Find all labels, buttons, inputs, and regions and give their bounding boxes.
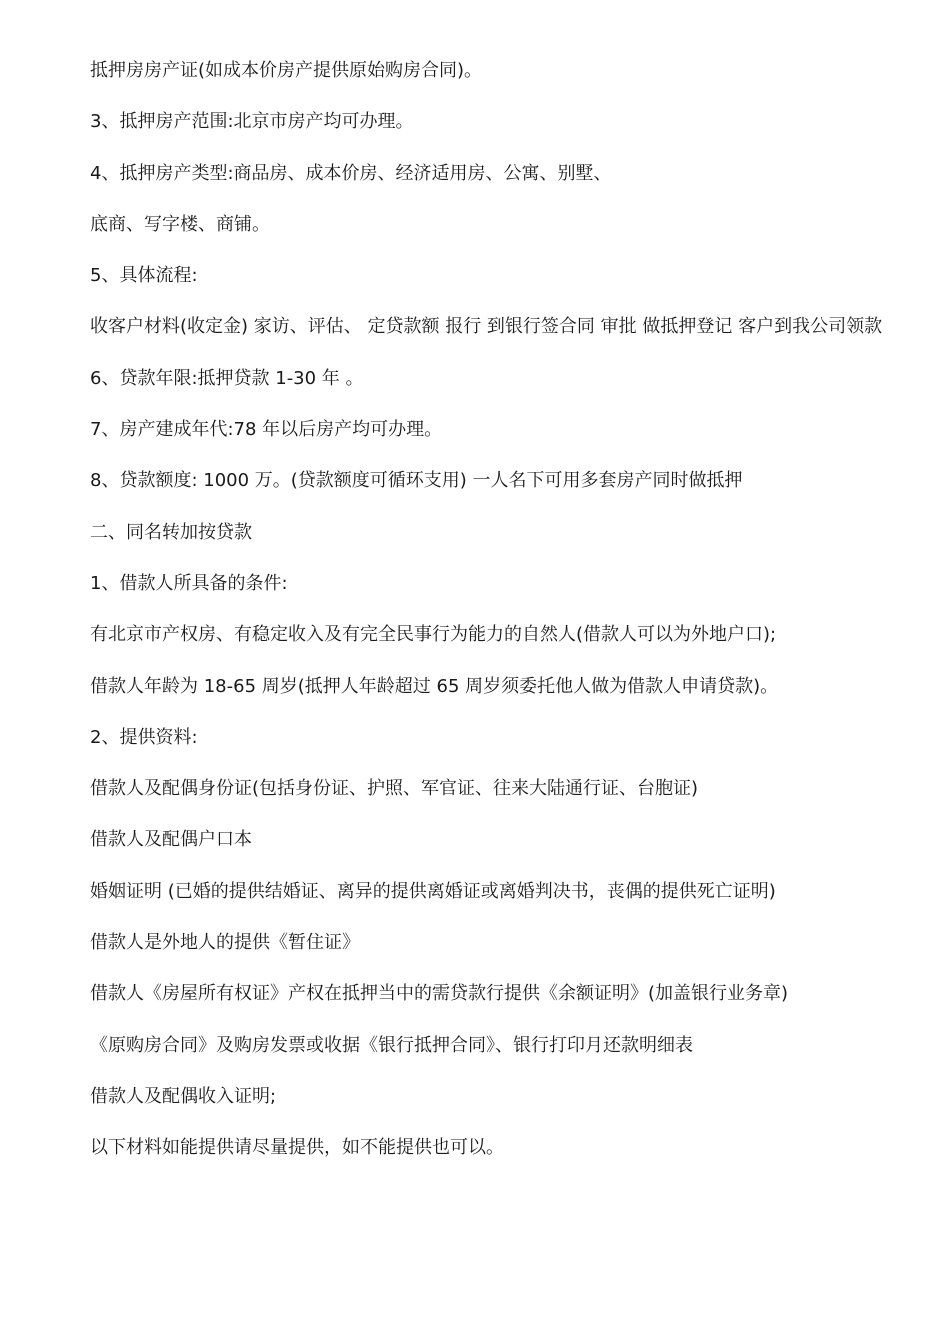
paragraph: 借款人及配偶户口本	[90, 829, 252, 851]
paragraph: 收客户材料(收定金) 家访、评估、 定贷款额 报行 到银行签合同 审批 做抵押登记 客户到我公司领款	[90, 316, 883, 338]
paragraph: 借款人年龄为 18-65 周岁(抵押人年龄超过 65 周岁须委托他人做为借款人申请贷款)。	[90, 675, 779, 697]
section-heading: 二、同名转加按贷款	[90, 521, 252, 543]
paragraph: 2、提供资料:	[90, 726, 198, 748]
paragraph: 借款人及配偶身份证(包括身份证、护照、军官证、往来大陆通行证、台胞证)	[90, 778, 699, 800]
paragraph: 《原购房合同》及购房发票或收据《银行抵押合同》、银行打印月还款明细表	[90, 1034, 693, 1056]
document-body	[53, 54, 898, 1183]
paragraph: 7、房产建成年代:78 年以后房产均可办理。	[90, 419, 443, 441]
paragraph: 6、贷款年限:抵押贷款 1-30 年 。	[90, 367, 364, 389]
paragraph: 3、抵押房产范围:北京市房产均可办理。	[90, 111, 414, 133]
paragraph: 8、贷款额度: 1000 万。(贷款额度可循环支用) 一人名下可用多套房产同时做抵押	[90, 470, 743, 492]
paragraph: 底商、写字楼、商铺。	[90, 213, 270, 235]
paragraph: 抵押房房产证(如成本价房产提供原始购房合同)。	[90, 60, 483, 81]
paragraph: 婚姻证明 (已婚的提供结婚证、离异的提供离婚证或离婚判决书，丧偶的提供死亡证明)	[90, 880, 776, 902]
paragraph: 有北京市产权房、有稳定收入及有完全民事行为能力的自然人(借款人可以为外地户口);	[90, 624, 777, 646]
paragraph: 以下材料如能提供请尽量提供，如不能提供也可以。	[90, 1137, 504, 1159]
paragraph: 5、具体流程:	[90, 265, 198, 287]
paragraph: 借款人是外地人的提供《暂住证》	[90, 932, 360, 954]
paragraph: 借款人及配偶收入证明;	[90, 1085, 277, 1107]
paragraph: 1、借款人所具备的条件:	[90, 572, 288, 594]
paragraph: 借款人《房屋所有权证》产权在抵押当中的需贷款行提供《余额证明》(加盖银行业务章)	[90, 983, 789, 1005]
paragraph: 4、抵押房产类型:商品房、成本价房、经济适用房、公寓、别墅、	[90, 162, 612, 184]
